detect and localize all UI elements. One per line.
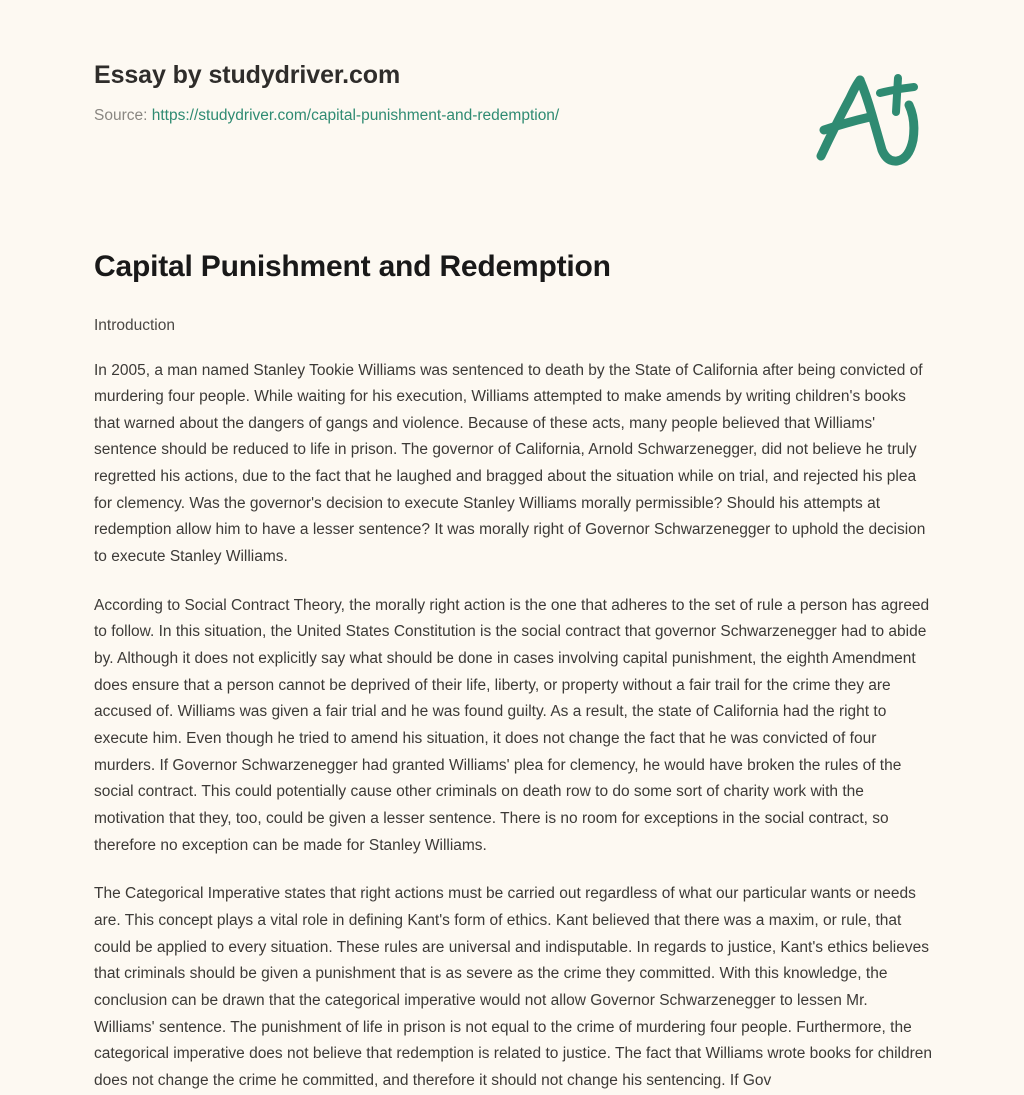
body-paragraph: In 2005, a man named Stanley Tookie Williams was sentenced to death by the State of California after being convicted of murdering four people. While waiting for his execution, Williams attempted to make amends by writing children's books that warned about the dangers of gangs and violence. Because of these acts, many people believed that Williams' sentence should be reduced to life in prison. The governor of California, Arnold Schwarzenegger, did not believe he truly regretted his actions, due to the fact that he laughed and bragged about the situation while on trial, and rejected his plea for clemency. Was the governor's decision to execute Stanley Williams morally permissible? Should his attempts at redemption allow him to have a lesser sentence? It was morally right of Governor Schwarzenegger to uphold the decision to execute Stanley Williams. (94, 361, 926, 566)
source-label: Source: (94, 107, 152, 124)
section-heading-introduction: Introduction (94, 316, 175, 334)
body-paragraph: According to Social Contract Theory, the morally right action is the one that adheres to the set of rule a person has agreed to follow. In this situation, the United States Constitution is the social contract that governor Schwarzenegger had to abide by. Although it does not explicitly say what should be done in cases involving capital punishment, the eighth Amendment does ensure that a person cannot be deprived of their life, liberty, or property without a fair trail for the crime they are accused of. Williams was given a fair trial and he was found guilty. As a result, the state of California had the right to execute him. Even though he tried to amend his situation, it does not change the fact that he was convicted of four murders. If Governor Schwarzenegger had granted Williams' plea for clemency, he would have broken the rules of the social contract. This could potentially cause other criminals on death row to do some sort of charity work with the motivation that they, too, could be given a lesser sentence. There is no room for exceptions in the social contract, so therefore no exception can be made for Stanley Williams. (94, 596, 930, 854)
page-header (0, 0, 1024, 200)
article-body (94, 248, 932, 1095)
aplus-logo-icon (808, 58, 926, 170)
source-line (94, 106, 794, 126)
source-url-link[interactable]: https://studydriver.com/capital-punishment-and-redemption/ (151, 107, 560, 124)
page-title: Capital Punishment and Redemption (94, 250, 611, 283)
body-paragraph: The Categorical Imperative states that right actions must be carried out regardless of what our particular wants or needs are. This concept plays a vital role in defining Kant's form of ethics. Kant believed that there was a maxim, or rule, that could be applied to every situation. These rules are universal and indisputable. In regards to justice, Kant's ethics believes that criminals should be given a punishment that is as severe as the crime they committed. With this knowledge, the conclusion can be drawn that the categorical imperative would not allow Governor Schwarzenegger to lessen Mr. Williams' sentence. The punishment of life in prison is not equal to the crime of murdering four people. Furthermore, the categorical imperative does not believe that redemption is related to justice. The fact that Williams wrote books for children does not change the crime he committed, and therefore it should not change his sentencing. If Gov (94, 885, 932, 1089)
aplus-logo[interactable] (808, 58, 926, 170)
essay-attribution: Essay by studydriver.com (94, 61, 401, 89)
header-text-block (94, 60, 794, 126)
